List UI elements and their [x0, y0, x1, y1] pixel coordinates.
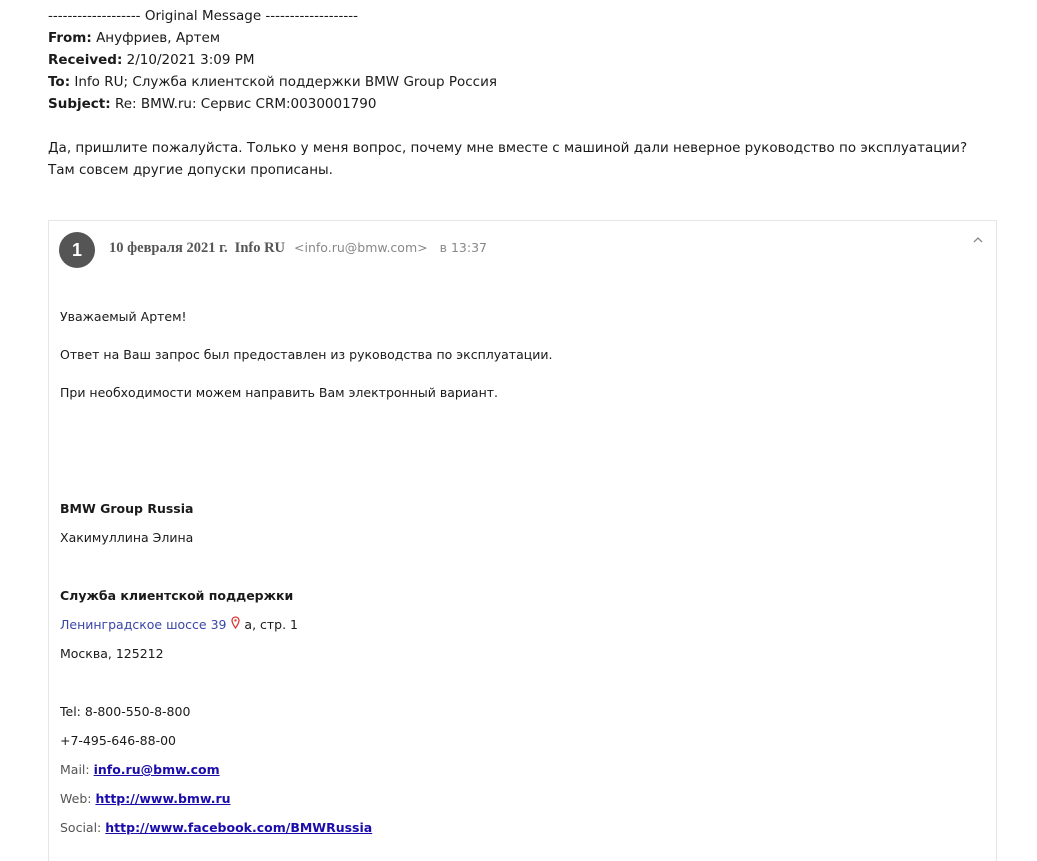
address-rest: а, стр. 1: [244, 617, 299, 632]
signature-company: BMW Group Russia: [60, 501, 194, 516]
signature-address: [60, 616, 298, 634]
paragraph-2: При необходимости можем направить Вам электронный вариант.: [60, 385, 499, 400]
signature-person: Хакимуллина Элина: [60, 530, 194, 545]
message-meta: [109, 239, 487, 257]
reply-body: Да, пришлите пожалуйста. Только у меня вопрос, почему мне вместе с машиной дали неверное руководство по эксплуатации? Там совсем другие допуски прописаны.: [48, 140, 968, 178]
subject-label: Subject:: [48, 96, 111, 112]
signature-tel: [60, 703, 190, 721]
received-label: Received:: [48, 52, 123, 68]
signature-department: Служба клиентской поддержки: [60, 588, 294, 603]
web-label: Web:: [60, 791, 92, 806]
received-value: 2/10/2021 3:09 PM: [126, 52, 255, 68]
subject-line: [48, 93, 376, 115]
message-sender-email[interactable]: <info.ru@bmw.com>: [294, 240, 428, 255]
chevron-up-icon[interactable]: [973, 233, 983, 243]
mail-link[interactable]: info.ru@bmw.com: [93, 762, 220, 777]
original-message-separator: ------------------- Original Message -------------------: [48, 8, 358, 24]
from-value: Ануфриев, Артем: [96, 30, 221, 46]
web-link[interactable]: http://www.bmw.ru: [95, 791, 231, 806]
to-label: To:: [48, 74, 71, 90]
tel-label: Tel:: [60, 704, 81, 719]
message-time: в 13:37: [439, 240, 487, 255]
map-pin-icon[interactable]: [227, 617, 245, 633]
to-value: Info RU; Служба клиентской поддержки BMW Group Россия: [74, 74, 497, 90]
from-label: From:: [48, 30, 92, 46]
signature-mail: [60, 761, 220, 779]
message-date: 10 февраля 2021 г.: [109, 240, 228, 256]
signature-web: [60, 790, 231, 808]
signature-tel-2: +7-495-646-88-00: [60, 733, 176, 748]
from-line: [48, 27, 220, 49]
to-line: [48, 71, 497, 93]
social-label: Social:: [60, 820, 102, 835]
message-number-badge: 1: [59, 232, 95, 268]
tel-value: 8-800-550-8-800: [84, 704, 191, 719]
greeting: Уважаемый Артем!: [60, 309, 187, 324]
quoted-message-card: [48, 220, 997, 861]
message-sender: Info RU: [234, 240, 286, 256]
paragraph-1: Ответ на Ваш запрос был предоставлен из руководства по эксплуатации.: [60, 347, 553, 362]
mail-label: Mail:: [60, 762, 90, 777]
signature-city: Москва, 125212: [60, 646, 164, 661]
received-line: [48, 49, 255, 71]
signature-social: [60, 819, 372, 837]
social-link[interactable]: http://www.facebook.com/BMWRussia: [105, 820, 373, 835]
address-link[interactable]: Ленинградское шоссе 39: [60, 617, 227, 632]
subject-value: Re: BMW.ru: Сервис CRM:0030001790: [114, 96, 377, 112]
